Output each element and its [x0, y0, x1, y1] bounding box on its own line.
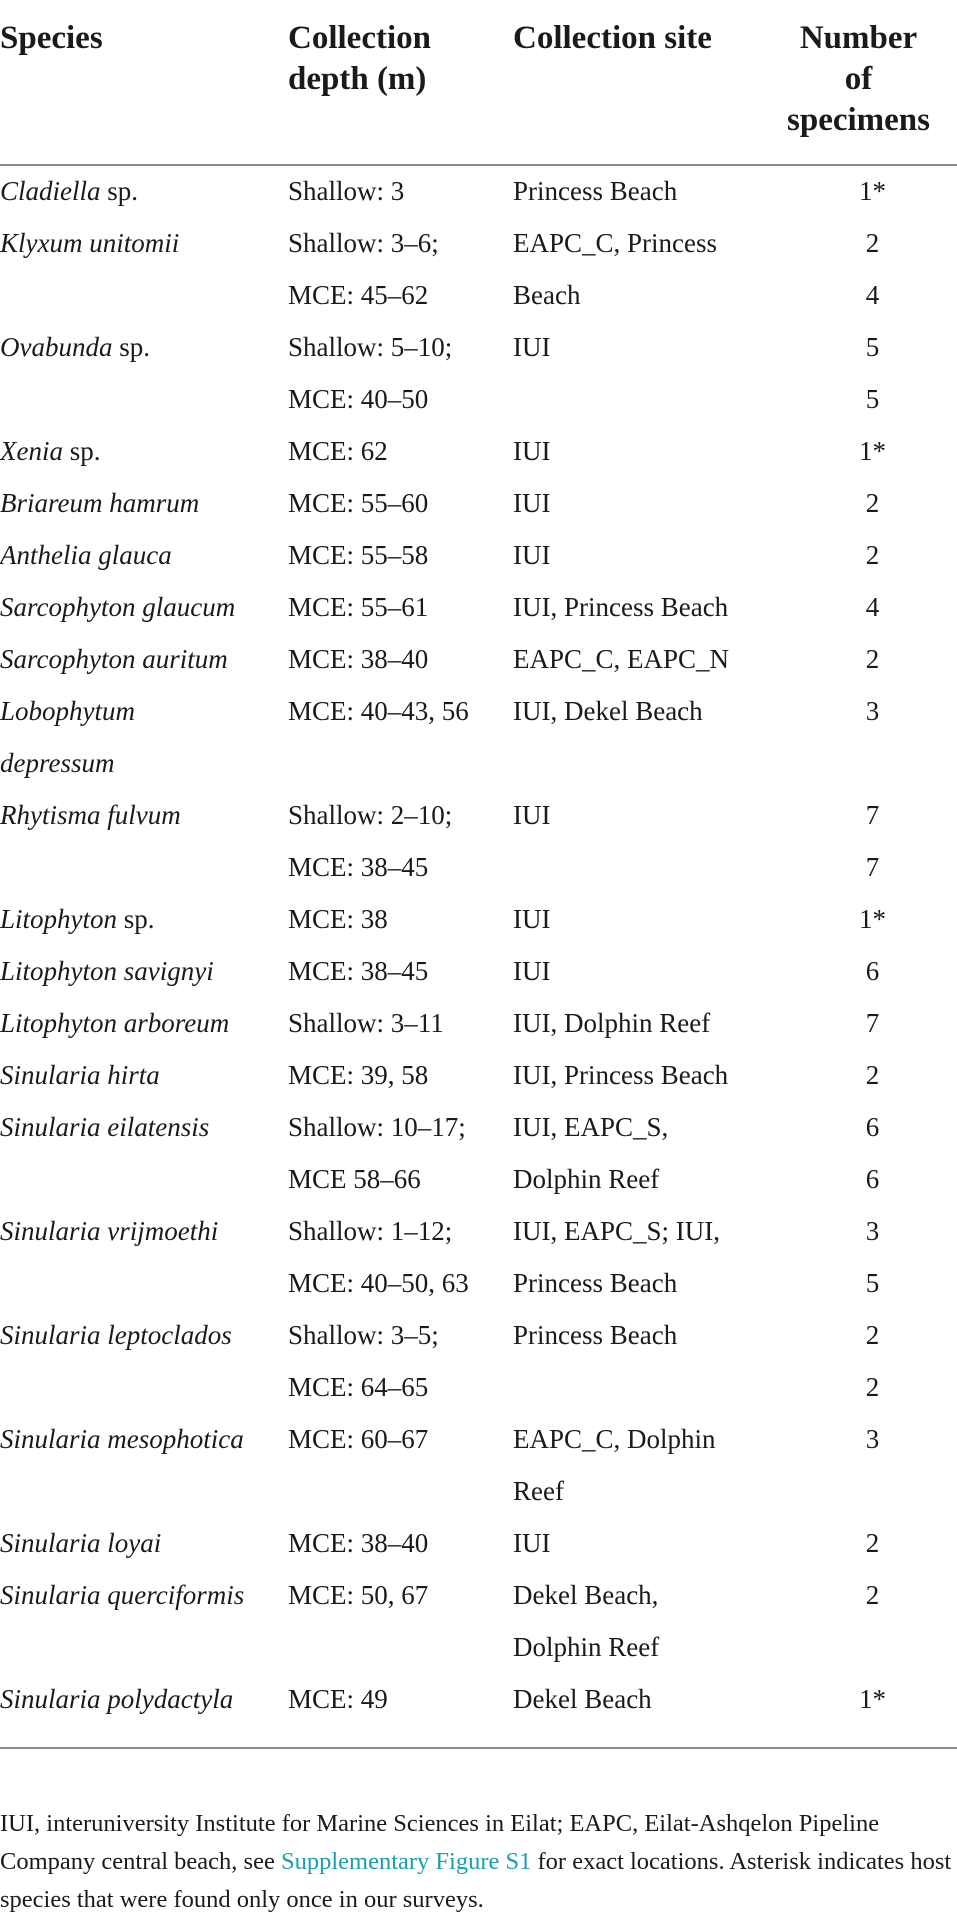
- depth-cell-line: Shallow: 3: [288, 176, 405, 206]
- site-cell: [513, 1049, 763, 1101]
- depth-cell: [288, 1205, 508, 1309]
- species-cell: [0, 633, 280, 685]
- species-cell-line: Sinularia eilatensis: [0, 1112, 210, 1142]
- count-cell-line: 2: [865, 1060, 880, 1090]
- species-cell-line: Cladiella: [0, 176, 101, 206]
- table-row: [0, 321, 957, 425]
- depth-cell-line: MCE: 38–45: [288, 852, 429, 882]
- table-row: [0, 1673, 957, 1725]
- count-cell-line: 2: [865, 644, 880, 674]
- table-row: [0, 581, 957, 633]
- site-cell: [513, 581, 763, 633]
- site-cell: [513, 789, 763, 841]
- footnote-text-before: IUI, interuniversity Institute for Marine Sciences in Eilat; EAPC, Eilat-Ashqelon Pipeline Company central beach, see: [0, 1810, 880, 1875]
- header-depth-line2: depth (m): [288, 61, 427, 97]
- table-row: [0, 1049, 957, 1101]
- depth-cell: [288, 1673, 508, 1725]
- depth-cell: [288, 1049, 508, 1101]
- depth-cell-line: Shallow: 3–5;: [288, 1320, 439, 1350]
- site-cell-line: Princess Beach: [513, 176, 678, 206]
- depth-cell: [288, 321, 508, 425]
- count-cell: [770, 1517, 957, 1569]
- count-cell: [770, 789, 957, 893]
- site-cell: [513, 165, 763, 217]
- site-cell: [513, 997, 763, 1049]
- depth-cell: [288, 1569, 508, 1621]
- species-cell: [0, 165, 280, 217]
- header-number-line3: specimens: [787, 102, 930, 138]
- depth-cell-line: MCE: 40–50, 63: [288, 1268, 469, 1298]
- species-cell-line: Sinularia hirta: [0, 1060, 160, 1090]
- depth-cell-line: MCE: 38–40: [288, 1528, 429, 1558]
- depth-cell-line: MCE: 40–50: [288, 384, 429, 414]
- site-cell-line: IUI: [513, 956, 551, 986]
- site-cell-line: Dekel Beach: [513, 1684, 652, 1714]
- species-cell: [0, 1309, 280, 1361]
- supplementary-figure-link[interactable]: Supplementary Figure S1: [280, 1848, 532, 1875]
- table-body: [0, 165, 957, 1725]
- species-suffix: sp.: [112, 332, 150, 362]
- table-row: [0, 997, 957, 1049]
- site-cell-line: IUI: [513, 800, 551, 830]
- count-cell-line: 3: [865, 1424, 880, 1454]
- site-cell: [513, 477, 763, 529]
- site-cell-line: IUI: [513, 488, 551, 518]
- header-site-label: Collection site: [513, 20, 712, 56]
- site-cell: [513, 1309, 763, 1361]
- table-row: [0, 165, 957, 217]
- site-cell: [513, 633, 763, 685]
- table-row: [0, 1569, 957, 1673]
- species-cell: [0, 217, 280, 269]
- species-cell: [0, 321, 280, 373]
- species-cell: [0, 1205, 280, 1257]
- species-suffix: sp.: [100, 176, 139, 206]
- count-cell-line: 4: [865, 280, 880, 310]
- site-cell-line: Dekel Beach,: [513, 1580, 659, 1610]
- table-row: [0, 425, 957, 477]
- species-cell: [0, 1049, 280, 1101]
- site-cell: [513, 217, 763, 321]
- count-cell-line: 1*: [859, 176, 886, 206]
- site-cell: [513, 685, 763, 737]
- depth-cell-line: MCE: 64–65: [288, 1372, 429, 1402]
- table-row: [0, 893, 957, 945]
- depth-cell-line: MCE: 49: [288, 1684, 388, 1714]
- table-row: [0, 1517, 957, 1569]
- count-cell: [770, 997, 957, 1049]
- site-cell-line: IUI, EAPC_S; IUI,: [513, 1216, 720, 1246]
- depth-cell: [288, 529, 508, 581]
- header-number-of-specimens: [760, 18, 957, 141]
- depth-cell: [288, 685, 508, 737]
- species-cell: [0, 789, 280, 841]
- table-header: [0, 0, 957, 164]
- site-cell-line: IUI, Princess Beach: [513, 592, 729, 622]
- depth-cell: [288, 1101, 508, 1205]
- site-cell: [513, 425, 763, 477]
- site-cell: [513, 1517, 763, 1569]
- count-cell-line: 7: [865, 852, 880, 882]
- table-row: [0, 789, 957, 893]
- depth-cell-line: Shallow: 10–17;: [288, 1112, 466, 1142]
- site-cell-line: Princess Beach: [513, 1320, 678, 1350]
- depth-cell: [288, 217, 508, 321]
- header-collection-site: [513, 18, 712, 59]
- depth-cell-line: Shallow: 1–12;: [288, 1216, 453, 1246]
- count-cell: [770, 425, 957, 477]
- table-row: [0, 1309, 957, 1413]
- depth-cell-line: Shallow: 5–10;: [288, 332, 453, 362]
- count-cell-line: 6: [865, 956, 880, 986]
- site-cell-line: IUI, Dolphin Reef: [513, 1008, 711, 1038]
- count-cell: [770, 1413, 957, 1465]
- depth-cell-line: MCE 58–66: [288, 1164, 421, 1194]
- species-cell-line: Rhytisma fulvum: [0, 800, 181, 830]
- depth-cell: [288, 633, 508, 685]
- table-footnote: [0, 1805, 957, 1919]
- species-cell-line: Anthelia glauca: [0, 540, 172, 570]
- table-row: [0, 217, 957, 321]
- depth-cell-line: MCE: 60–67: [288, 1424, 429, 1454]
- depth-cell-line: MCE: 55–61: [288, 592, 429, 622]
- depth-cell-line: Shallow: 3–6;: [288, 228, 439, 258]
- species-cell-line: Sinularia polydactyla: [0, 1684, 234, 1714]
- site-cell: [513, 529, 763, 581]
- site-cell-line: Reef: [513, 1476, 564, 1506]
- header-collection-depth: [288, 18, 431, 100]
- species-cell: [0, 685, 280, 789]
- depth-cell-line: MCE: 50, 67: [288, 1580, 429, 1610]
- count-cell: [770, 477, 957, 529]
- table-row: [0, 685, 957, 789]
- depth-cell-line: MCE: 39, 58: [288, 1060, 429, 1090]
- species-cell: [0, 1413, 280, 1465]
- count-cell: [770, 893, 957, 945]
- site-cell-line: IUI: [513, 1528, 551, 1558]
- header-species-label: Species: [0, 20, 103, 56]
- depth-cell: [288, 165, 508, 217]
- depth-cell: [288, 789, 508, 893]
- count-cell: [770, 1205, 957, 1309]
- site-cell: [513, 1673, 763, 1725]
- depth-cell: [288, 997, 508, 1049]
- site-cell-line: IUI, EAPC_S,: [513, 1112, 669, 1142]
- count-cell-line: 5: [865, 384, 880, 414]
- species-cell: [0, 477, 280, 529]
- site-cell-line: Dolphin Reef: [513, 1632, 660, 1662]
- table-row: [0, 1413, 957, 1517]
- species-cell-line: Ovabunda: [0, 332, 113, 362]
- depth-cell: [288, 893, 508, 945]
- species-suffix: sp.: [117, 904, 155, 934]
- header-depth-line1: Collection: [288, 20, 431, 56]
- site-cell-line: EAPC_C, EAPC_N: [513, 644, 730, 674]
- table-row: [0, 477, 957, 529]
- count-cell: [770, 945, 957, 997]
- species-suffix: sp.: [62, 436, 101, 466]
- species-cell-line: Sarcophyton auritum: [0, 644, 228, 674]
- count-cell: [770, 1309, 957, 1413]
- count-cell: [770, 685, 957, 737]
- species-cell-line: Xenia: [0, 436, 63, 466]
- depth-cell-line: MCE: 38–40: [288, 644, 429, 674]
- species-cell-line: Litophyton arboreum: [0, 1008, 230, 1038]
- site-cell-line: IUI: [513, 436, 551, 466]
- species-cell-line: depressum: [0, 748, 115, 778]
- table-bottom-divider: [0, 1747, 957, 1749]
- count-cell-line: 5: [865, 332, 880, 362]
- table-row: [0, 529, 957, 581]
- count-cell-line: 2: [865, 488, 880, 518]
- count-cell-line: 3: [865, 696, 880, 726]
- count-cell-line: 2: [865, 1320, 880, 1350]
- count-cell-line: 1*: [859, 1684, 886, 1714]
- count-cell-line: 1*: [859, 904, 886, 934]
- species-cell-line: Sinularia leptoclados: [0, 1320, 232, 1350]
- depth-cell-line: MCE: 45–62: [288, 280, 429, 310]
- site-cell-line: Princess Beach: [513, 1268, 678, 1298]
- count-cell: [770, 633, 957, 685]
- species-cell-line: Briareum hamrum: [0, 488, 200, 518]
- depth-cell-line: Shallow: 2–10;: [288, 800, 453, 830]
- count-cell-line: 3: [865, 1216, 880, 1246]
- depth-cell: [288, 581, 508, 633]
- site-cell-line: IUI: [513, 332, 551, 362]
- depth-cell: [288, 945, 508, 997]
- species-cell-line: Litophyton savignyi: [0, 956, 214, 986]
- species-cell-line: Sinularia loyai: [0, 1528, 162, 1558]
- species-cell: [0, 529, 280, 581]
- depth-cell-line: Shallow: 3–11: [288, 1008, 444, 1038]
- footnote-text-after: for exact locations. Asterisk indicates host species that were found only once in our surveys.: [0, 1848, 952, 1913]
- site-cell: [513, 1413, 763, 1517]
- count-cell-line: 2: [865, 1528, 880, 1558]
- count-cell: [770, 165, 957, 217]
- species-cell: [0, 1517, 280, 1569]
- species-cell: [0, 1101, 280, 1153]
- count-cell-line: 2: [865, 228, 880, 258]
- species-cell-line: Sarcophyton glaucum: [0, 592, 236, 622]
- count-cell: [770, 1673, 957, 1725]
- depth-cell-line: MCE: 38–45: [288, 956, 429, 986]
- depth-cell-line: MCE: 38: [288, 904, 388, 934]
- depth-cell-line: MCE: 40–43, 56: [288, 696, 469, 726]
- depth-cell-line: MCE: 55–58: [288, 540, 429, 570]
- site-cell-line: Dolphin Reef: [513, 1164, 660, 1194]
- count-cell: [770, 321, 957, 425]
- depth-cell-line: MCE: 62: [288, 436, 388, 466]
- count-cell-line: 2: [865, 1372, 880, 1402]
- species-cell: [0, 425, 280, 477]
- site-cell: [513, 1569, 763, 1673]
- count-cell-line: 1*: [859, 436, 886, 466]
- depth-cell: [288, 1413, 508, 1465]
- header-species: [0, 18, 103, 59]
- depth-cell: [288, 1309, 508, 1413]
- depth-cell: [288, 1517, 508, 1569]
- species-cell-line: Sinularia vrijmoethi: [0, 1216, 219, 1246]
- count-cell: [770, 581, 957, 633]
- table-row: [0, 1101, 957, 1205]
- species-cell-line: Litophyton: [0, 904, 118, 934]
- species-cell-line: Klyxum unitomii: [0, 228, 180, 258]
- count-cell-line: 4: [865, 592, 880, 622]
- count-cell: [770, 529, 957, 581]
- site-cell-line: IUI: [513, 540, 551, 570]
- count-cell-line: 7: [865, 1008, 880, 1038]
- header-number-line2: of: [844, 61, 873, 97]
- count-cell: [770, 1049, 957, 1101]
- count-cell: [770, 217, 957, 321]
- site-cell: [513, 1205, 763, 1309]
- species-cell: [0, 1569, 280, 1621]
- species-cell: [0, 945, 280, 997]
- count-cell-line: 2: [865, 1580, 880, 1610]
- depth-cell-line: MCE: 55–60: [288, 488, 429, 518]
- site-cell-line: EAPC_C, Princess: [513, 228, 718, 258]
- site-cell-line: IUI: [513, 904, 551, 934]
- header-number-line1: Number: [799, 20, 918, 56]
- species-cell-line: Sinularia querciformis: [0, 1580, 245, 1610]
- count-cell: [770, 1101, 957, 1205]
- species-cell: [0, 997, 280, 1049]
- species-cell-line: Lobophytum: [0, 696, 135, 726]
- species-cell: [0, 1673, 280, 1725]
- site-cell: [513, 945, 763, 997]
- site-cell: [513, 1101, 763, 1205]
- site-cell-line: EAPC_C, Dolphin: [513, 1424, 716, 1454]
- table-row: [0, 1205, 957, 1309]
- count-cell: [770, 1569, 957, 1621]
- species-cell-line: Sinularia mesophotica: [0, 1424, 244, 1454]
- site-cell-line: Beach: [513, 280, 581, 310]
- site-cell: [513, 893, 763, 945]
- site-cell-line: IUI, Princess Beach: [513, 1060, 729, 1090]
- species-cell: [0, 581, 280, 633]
- count-cell-line: 5: [865, 1268, 880, 1298]
- count-cell-line: 6: [865, 1164, 880, 1194]
- count-cell-line: 2: [865, 540, 880, 570]
- table-row: [0, 945, 957, 997]
- count-cell-line: 7: [865, 800, 880, 830]
- depth-cell: [288, 477, 508, 529]
- site-cell: [513, 321, 763, 373]
- table-row: [0, 633, 957, 685]
- site-cell-line: IUI, Dekel Beach: [513, 696, 703, 726]
- species-cell: [0, 893, 280, 945]
- count-cell-line: 6: [865, 1112, 880, 1142]
- depth-cell: [288, 425, 508, 477]
